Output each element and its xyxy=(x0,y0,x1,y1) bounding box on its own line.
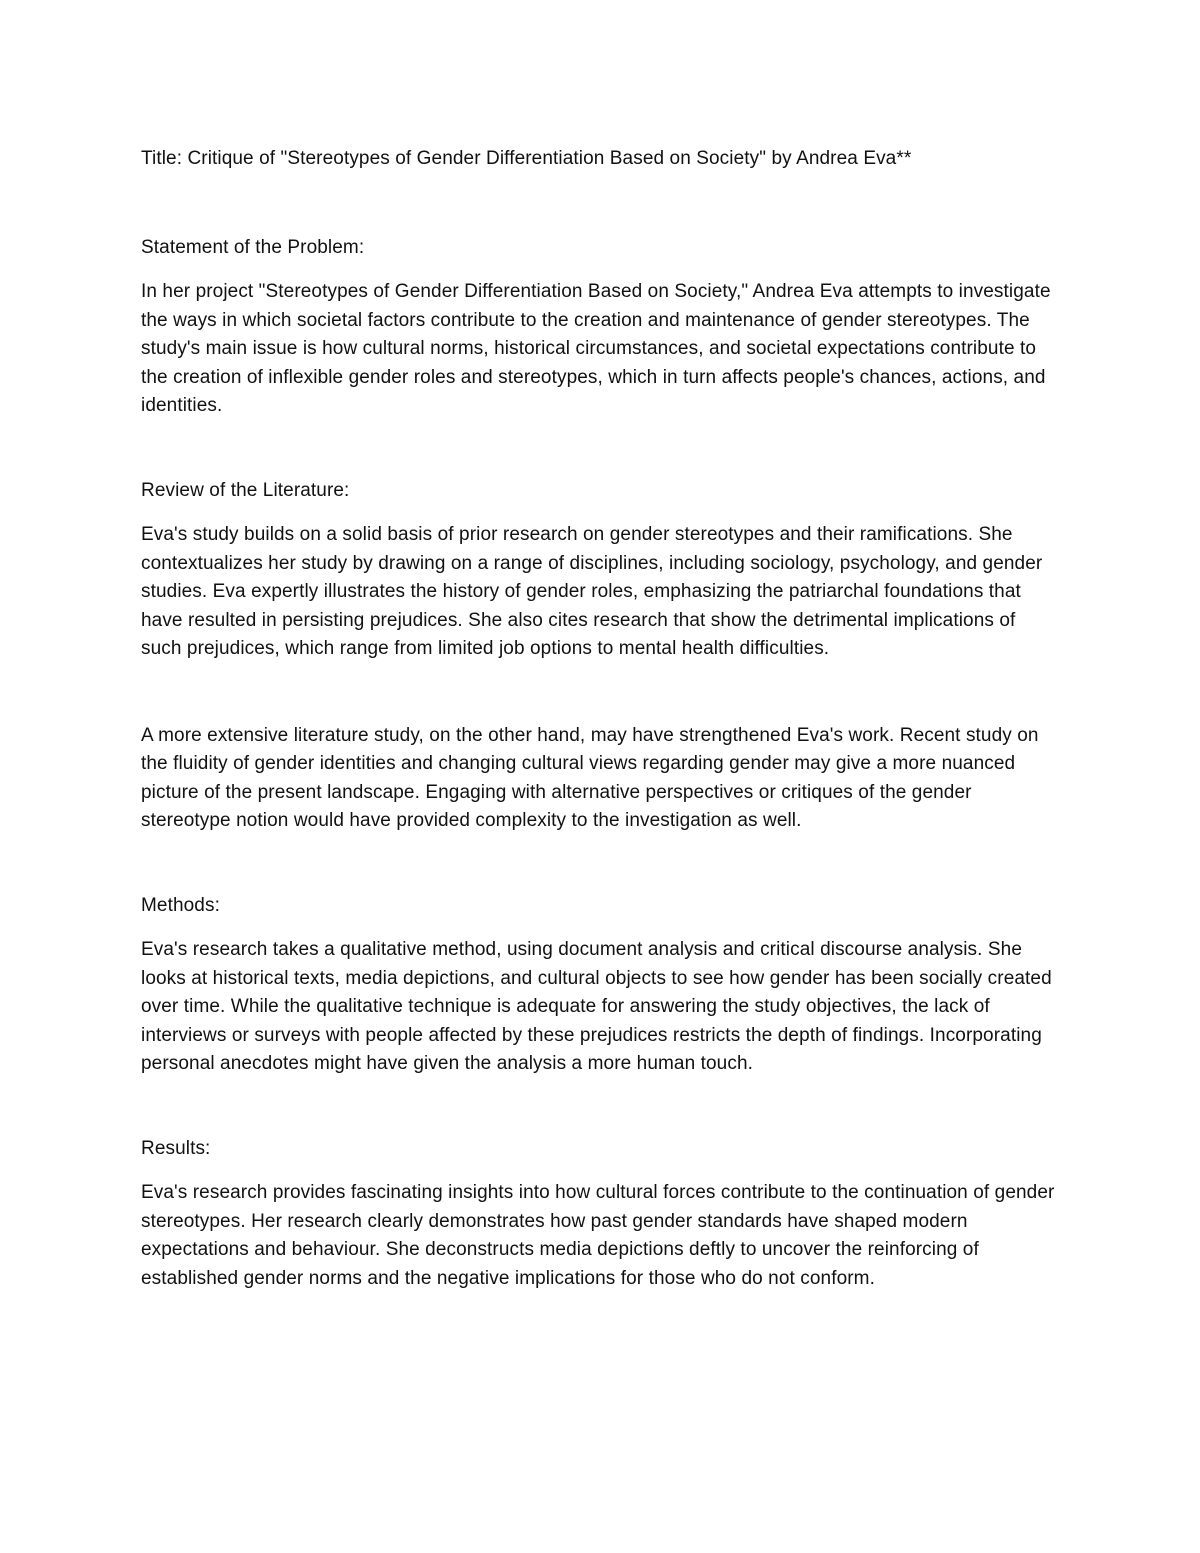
section-heading: Review of the Literature: xyxy=(141,479,350,501)
section-heading: Results: xyxy=(141,1137,211,1159)
section-heading: Statement of the Problem: xyxy=(141,236,365,258)
section-statement-of-problem xyxy=(141,234,1061,421)
section-results xyxy=(141,1135,1061,1294)
section-review-of-literature xyxy=(141,477,1061,836)
section-paragraph: Eva's research provides fascinating insights into how cultural forces contribute to the continuation of gender stereotypes. Her research clearly demonstrates how past gender standards have shaped modern expectations and behaviour. She deconstructs media depictions deftly to uncover the reinforcing of established gender norms and the negative implications for those who do not conform. xyxy=(141,1182,1055,1289)
section-paragraph: Eva's study builds on a solid basis of prior research on gender stereotypes and their ramifications. She contextualizes her study by drawing on a range of disciplines, including sociology, psychology, and gender studies. Eva expertly illustrates the history of gender roles, emphasizing the patriarchal foundations that have resulted in persisting prejudices. She also cites research that show the detrimental implications of such prejudices, which range from limited job options to mental health difficulties. xyxy=(141,524,1043,659)
section-methods xyxy=(141,892,1061,1079)
document-body xyxy=(141,145,1061,1293)
section-paragraph: A more extensive literature study, on the other hand, may have strengthened Eva's work. Recent study on the fluidity of gender identities and changing cultural views regarding gender may give a more nuanced picture of the present landscape. Engaging with alternative perspectives or critiques of the gender stereotype notion would have provided complexity to the investigation as well. xyxy=(141,724,1039,831)
section-paragraph: Eva's research takes a qualitative method, using document analysis and critical discourse analysis. She looks at historical texts, media depictions, and cultural objects to see how gender has been socially created over time. While the qualitative technique is adequate for answering the study objectives, the lack of interviews or surveys with people affected by these prejudices restricts the depth of findings. Incorporating personal anecdotes might have given the analysis a more human touch. xyxy=(141,939,1052,1074)
section-heading: Methods: xyxy=(141,894,220,916)
section-paragraph: In her project "Stereotypes of Gender Differentiation Based on Society," Andrea Eva attempts to investigate the ways in which societal factors contribute to the creation and maintenance of gender stereotypes. The study's main issue is how cultural norms, historical circumstances, and societal expectations contribute to the creation of inflexible gender roles and stereotypes, which in turn affects people's chances, actions, and identities. xyxy=(141,281,1051,416)
document-title: Title: Critique of "Stereotypes of Gender Differentiation Based on Society" by Andrea Eva** xyxy=(141,148,912,169)
